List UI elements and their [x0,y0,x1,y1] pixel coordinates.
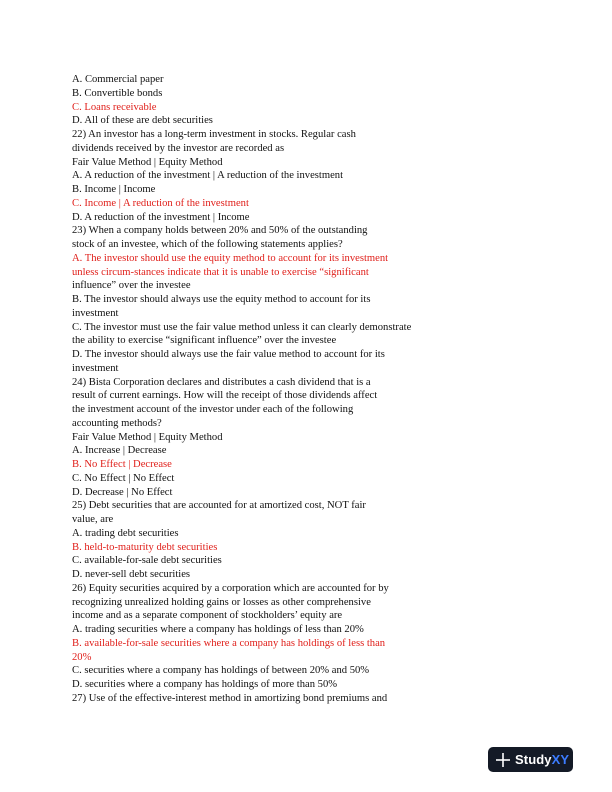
text-line: D. The investor should always use the fair value method to account for its [72,349,385,360]
answer-line: C. Loans receivable [72,101,157,113]
text-line: 24) Bista Corporation declares and distributes a cash dividend that is a [72,376,371,388]
text-line: Fair Value Method | Equity Method [72,156,223,168]
text-line: stock of an investee, which of the following statements applies? [72,239,343,250]
text-line: accounting methods? [72,417,162,429]
answer-line: 20% [72,651,92,663]
text-line: influence” over the investee [72,280,191,292]
text-line: D. All of these are debt securities [72,115,213,127]
text-line: income and as a separate component of stockholders’ equity are [72,610,343,622]
brand-name [515,752,569,767]
text-line: D. A reduction of the investment | Income [72,211,250,223]
text-line: D. Decrease | No Effect [72,486,173,498]
answer-line: C. Income | A reduction of the investment [72,197,249,209]
answer-line: B. held-to-maturity debt securities [72,541,218,553]
text-line: result of current earnings. How will the receipt of those dividends affect [72,390,378,402]
text-line: C. No Effect | No Effect [72,472,175,484]
text-line: 23) When a company holds between 20% and 50% of the outstanding [72,225,368,237]
text-line: recognizing unrealized holding gains or losses as other comprehensive [72,596,371,608]
text-line: A. trading debt securities [72,527,179,539]
answer-line: A. The investor should use the equity method to account for its investment [72,252,389,264]
answer-line: B. No Effect | Decrease [72,459,172,470]
text-line: A. Increase | Decrease [72,445,167,457]
studyxy-logo-badge[interactable] [488,747,573,772]
text-line: investment [72,362,119,374]
text-line: 27) Use of the effective-interest method in amortizing bond premiums and [72,692,388,704]
text-line: investment [72,307,119,319]
text-line: B. Convertible bonds [72,87,163,99]
text-line: D. securities where a company has holdings of more than 50% [72,679,338,690]
text-line: dividends received by the investor are recorded as [72,142,285,154]
document-body [72,73,542,706]
text-line: 25) Debt securities that are accounted for at amortized cost, NOT fair [72,500,366,512]
text-line: value, are [72,514,114,525]
text-line: 22) An investor has a long-term investment in stocks. Regular cash [72,129,356,140]
text-line: 26) Equity securities acquired by a corporation which are accounted for by [72,582,389,594]
text-line: the ability to exercise “significant influence” over the investee [72,335,337,347]
text-line: C. The investor must use the fair value method unless it can clearly demonstrate [72,321,412,333]
brand-accent: XY [551,752,570,767]
text-line: B. Income | Income [72,184,156,195]
text-line: Fair Value Method | Equity Method [72,431,223,443]
text-line: the investment account of the investor under each of the following [72,404,354,415]
text-line: D. never-sell debt securities [72,569,191,580]
text-line: A. Commercial paper [72,74,164,85]
text-line: C. available-for-sale debt securities [72,555,222,567]
plus-icon [493,747,515,772]
brand-main: Study [515,752,552,767]
text-line: A. trading securities where a company has holdings of less than 20% [72,624,364,635]
text-line: A. A reduction of the investment | A reduction of the investment [72,170,344,182]
answer-line: B. available-for-sale securities where a company has holdings of less than [72,637,386,649]
text-line: B. The investor should always use the equity method to account for its [72,294,371,305]
text-line: C. securities where a company has holdings of between 20% and 50% [72,665,370,677]
answer-line: unless circum-stances indicate that it is unable to exercise “significant [72,266,369,278]
